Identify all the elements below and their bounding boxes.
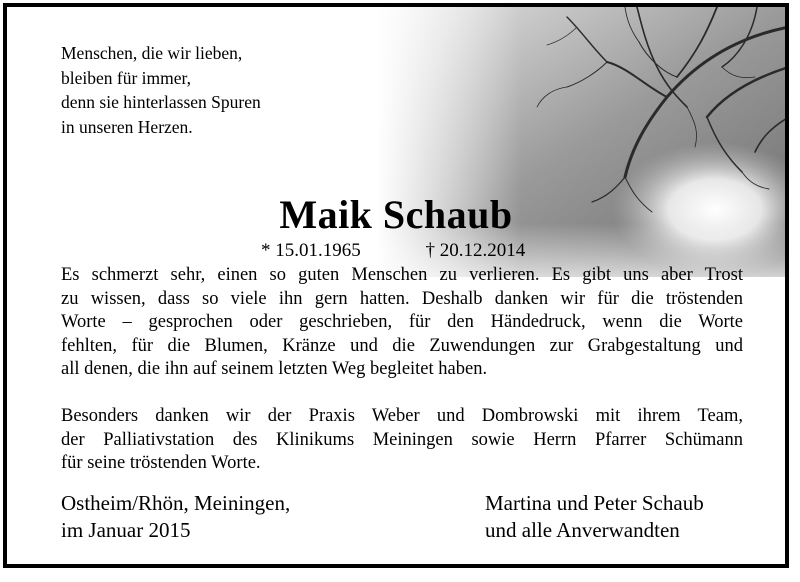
paragraph-line: zu wissen, dass so viele ihn gern hatten. Deshalb danken wir für die tröstenden bbox=[61, 288, 743, 309]
poem-line: denn sie hinterlassen Spuren bbox=[61, 92, 261, 112]
date: im Januar 2015 bbox=[61, 518, 191, 542]
paragraph-line: Besonders danken wir der Praxis Weber und Dombrowski mit ihrem Team, bbox=[61, 406, 743, 426]
birth-date: * 15.01.1965 bbox=[261, 240, 361, 261]
special-thanks-paragraph bbox=[61, 405, 743, 476]
poem-line: Menschen, die wir lieben, bbox=[61, 43, 243, 63]
obituary-notice bbox=[3, 3, 789, 568]
poem-line: bleiben für immer, bbox=[61, 67, 192, 88]
paragraph-line: fehlten, für die Blumen, Kränze und die Zuwendungen zur Grabgestaltung und bbox=[61, 335, 743, 356]
relatives: und alle Anverwandten bbox=[485, 518, 680, 542]
poem bbox=[61, 41, 261, 139]
poem-line: in unseren Herzen. bbox=[61, 116, 193, 137]
paragraph-line: für seine tröstenden Worte. bbox=[61, 453, 261, 473]
mourner-names: Martina und Peter Schaub bbox=[485, 491, 704, 515]
place-and-date bbox=[61, 490, 290, 544]
life-dates bbox=[261, 240, 525, 262]
thanks-paragraph bbox=[61, 264, 743, 382]
paragraph-line: all denen, die ihn auf seinem letzten Weg begleitet haben. bbox=[61, 359, 488, 379]
paragraph-line: der Palliativstation des Klinikums Meiningen sowie Herrn Pfarrer Schümann bbox=[61, 429, 743, 450]
mourners bbox=[485, 490, 704, 544]
death-date: † 20.12.2014 bbox=[425, 240, 526, 261]
paragraph-line: Es schmerzt sehr, einen so guten Menschen zu verlieren. Es gibt uns aber Trost bbox=[61, 265, 743, 285]
place: Ostheim/Rhön, Meiningen, bbox=[61, 491, 291, 515]
paragraph-line: Worte – gesprochen oder geschrieben, für den Händedruck, wenn die Worte bbox=[61, 312, 743, 332]
deceased-name: Maik Schaub bbox=[279, 192, 513, 237]
